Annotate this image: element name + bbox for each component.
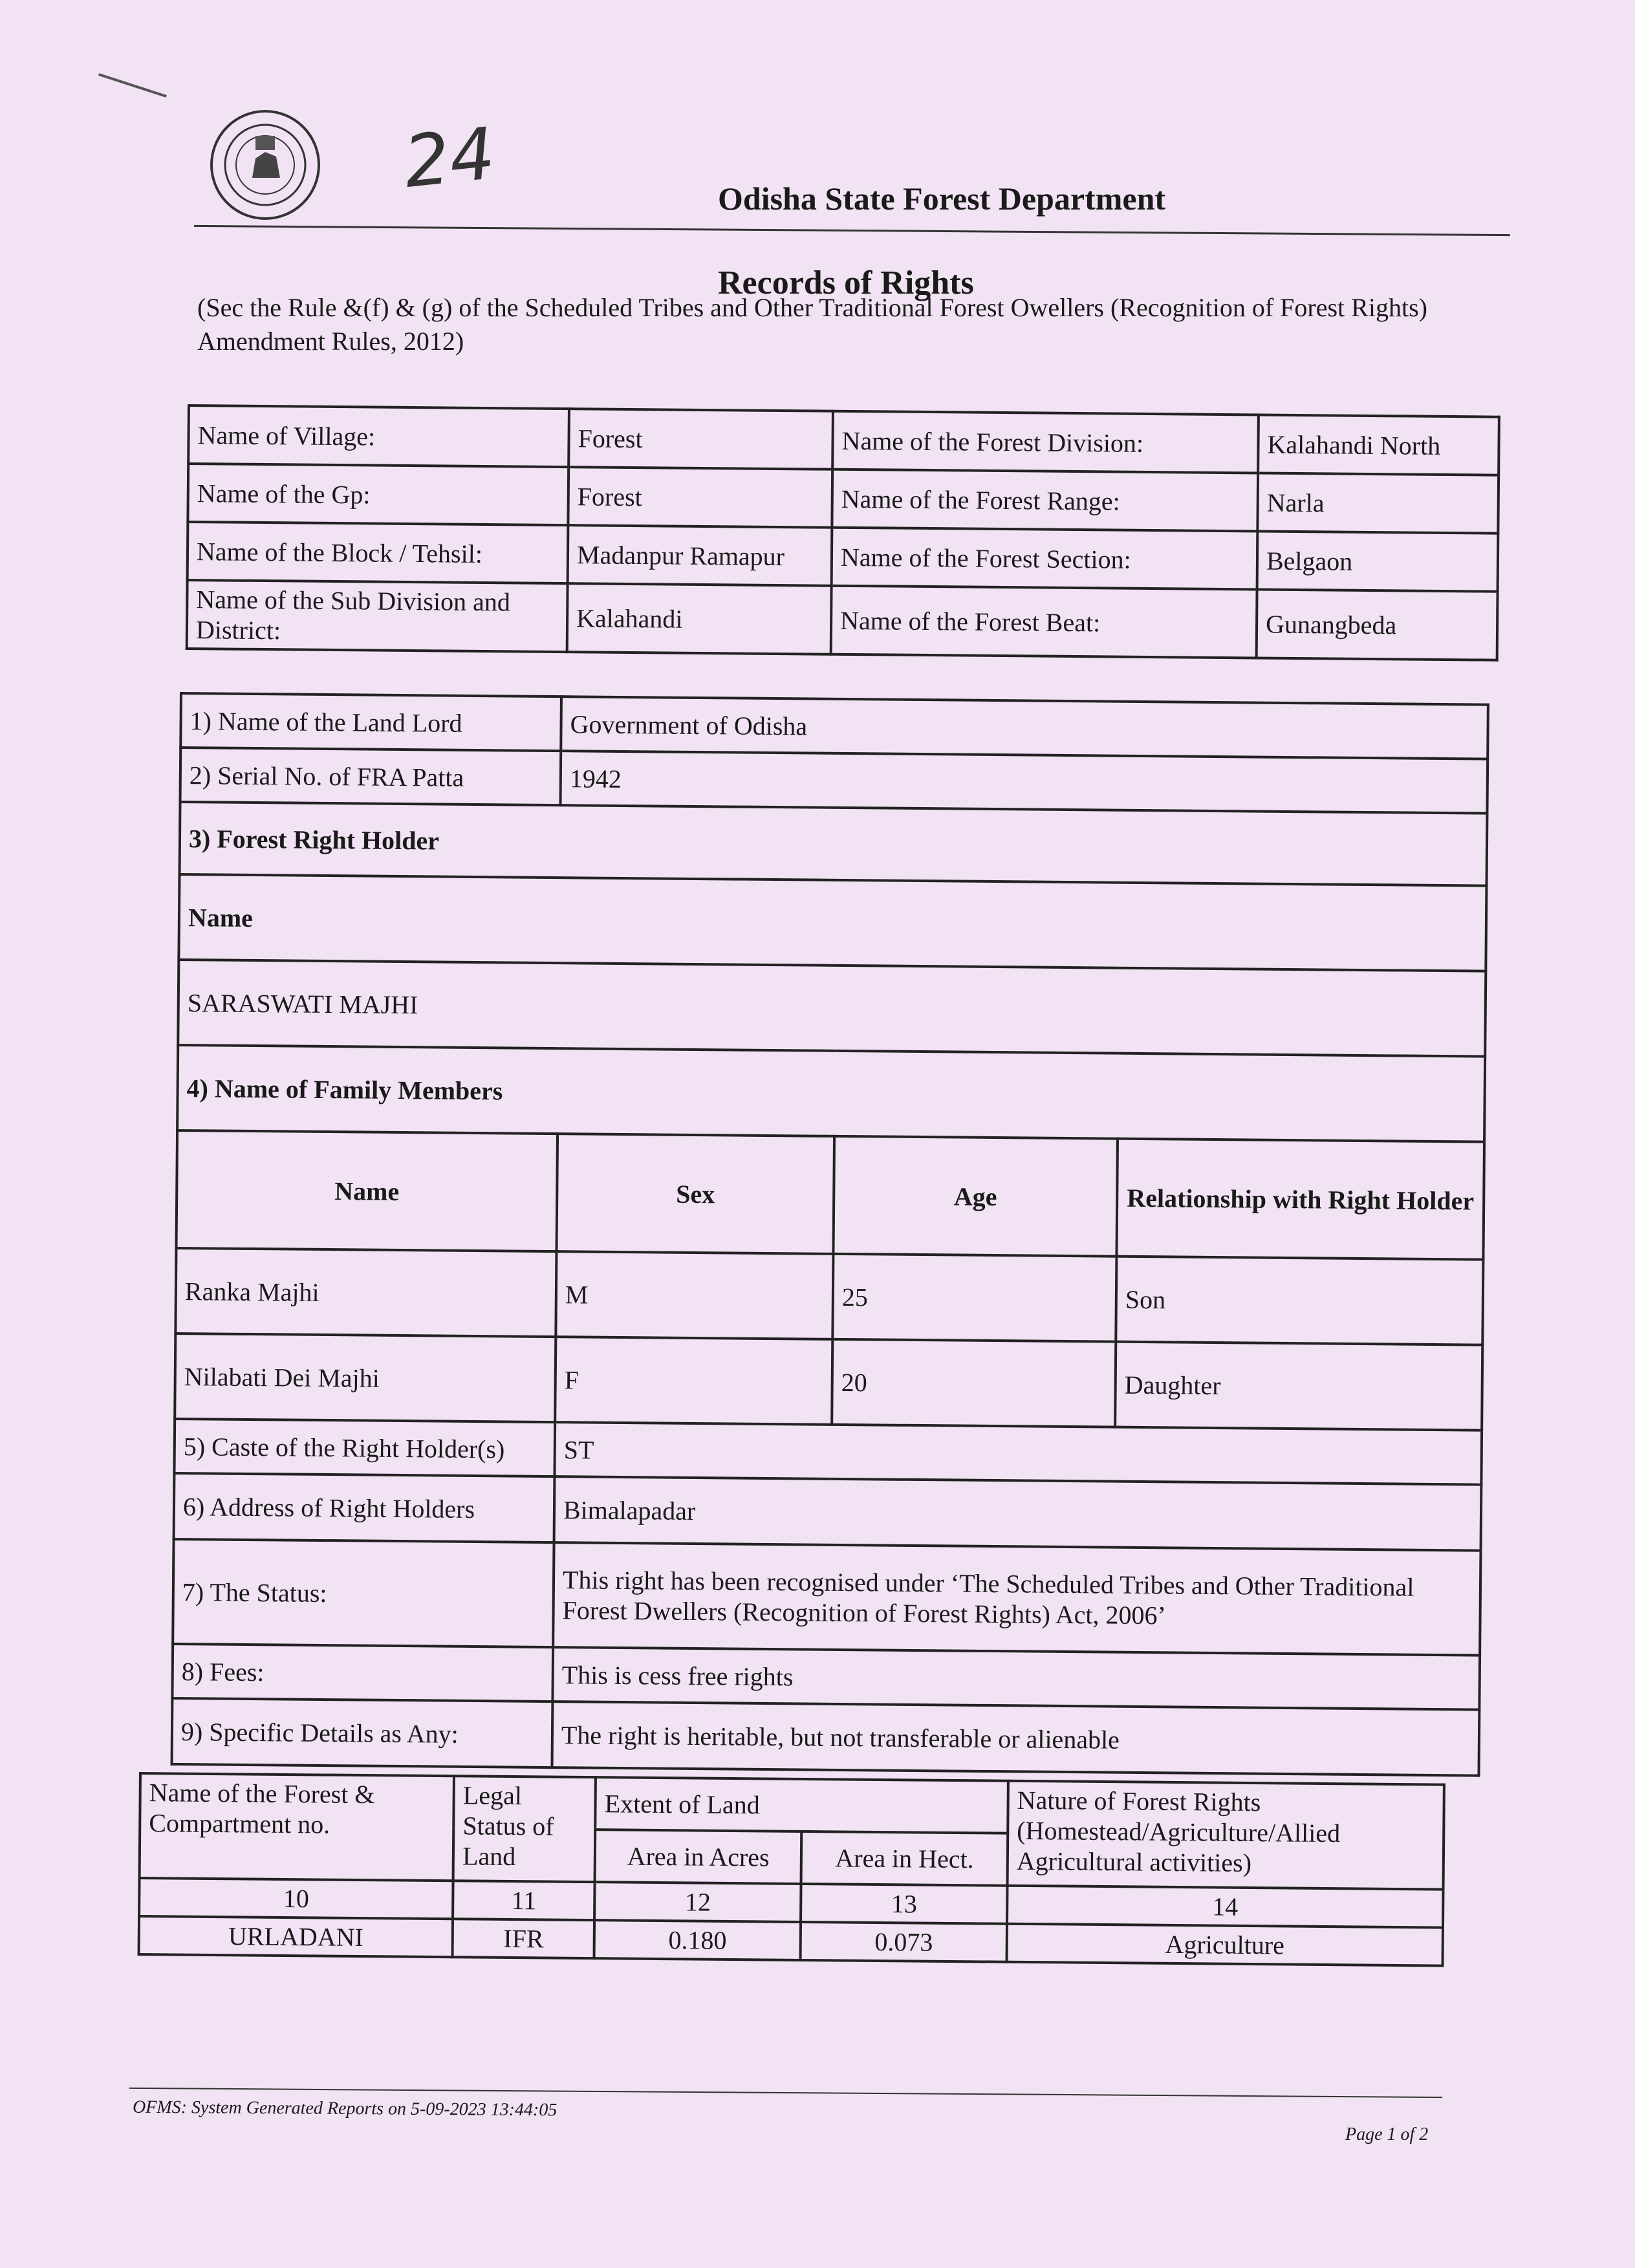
family-sex: F [555, 1337, 832, 1425]
pen-mark [98, 73, 167, 98]
caste-value: ST [554, 1422, 1482, 1485]
land-lord-label: 1) Name of the Land Lord [180, 693, 561, 751]
col-hect: Area in Hect. [801, 1831, 1008, 1886]
rights-table [171, 692, 1489, 1777]
specific-value: The right is heritable, but not transferable or alienable [552, 1701, 1480, 1776]
land-lord-value: Government of Odisha [561, 697, 1488, 759]
col-acres: Area in Acres [595, 1830, 802, 1884]
family-col-name: Name [176, 1130, 558, 1251]
family-sex: M [556, 1251, 833, 1339]
department-name: Odisha State Forest Department [718, 180, 1166, 217]
handwritten-number: 24 [400, 112, 499, 204]
odisha-emblem-icon [210, 110, 320, 220]
header-divider [194, 225, 1510, 236]
generated-note: OFMS: System Generated Reports on 5-09-2023 13:44:05 [132, 2097, 558, 2121]
village-value: Forest [568, 409, 833, 470]
location-table [186, 404, 1500, 662]
status-value [553, 1542, 1480, 1655]
subdiv-label: Name of the Sub Division and District: [187, 580, 568, 652]
serial-value: 1942 [560, 751, 1488, 814]
land-table [138, 1772, 1446, 1967]
family-col-sex: Sex [556, 1134, 834, 1254]
acres-value: 0.180 [594, 1920, 801, 1960]
family-col-age: Age [833, 1136, 1118, 1257]
family-name: Ranka Majhi [175, 1248, 556, 1337]
family-heading: 4) Name of Family Members [177, 1045, 1485, 1142]
footer-divider [129, 2088, 1442, 2098]
status-label: 7) The Status: [173, 1539, 554, 1647]
family-age: 25 [832, 1254, 1116, 1342]
holder-heading: 3) Forest Right Holder [180, 802, 1488, 886]
gp-label: Name of the Gp: [188, 464, 568, 525]
beat-value: Gunangbeda [1257, 589, 1498, 660]
range-label: Name of the Forest Range: [832, 470, 1258, 532]
status-line-2: Forest Dwellers (Recognition of Forest Rights) Act, 2006’ [562, 1595, 1167, 1630]
fees-value: This is cess free rights [552, 1647, 1480, 1710]
subdiv-value: Kalahandi [567, 583, 832, 654]
gp-value: Forest [568, 467, 832, 528]
col-extent: Extent of Land [596, 1777, 1008, 1833]
col-nature: Nature of Forest Rights (Homestead/Agriculture/Allied Agricultural activities) [1008, 1781, 1444, 1890]
caste-label: 5) Caste of the Right Holder(s) [174, 1419, 555, 1476]
serial-label: 2) Serial No. of FRA Patta [180, 748, 561, 805]
hect-value: 0.073 [801, 1922, 1007, 1962]
village-label: Name of Village: [188, 405, 569, 467]
num-nature: 14 [1007, 1886, 1443, 1928]
family-name: Nilabati Dei Majhi [175, 1334, 556, 1422]
page-subtitle: (Sec the Rule &(f) & (g) of the Scheduled Tribes and Other Traditional Forest Owellers (Recognition of Forest Rights) Amendment Rules, 2012) [197, 293, 1427, 356]
beat-label: Name of the Forest Beat: [831, 586, 1257, 658]
num-forest: 10 [139, 1878, 453, 1919]
legal-value: IFR [453, 1919, 595, 1958]
holder-name: SARASWATI MAJHI [178, 960, 1486, 1057]
status-line-1: This right has been recognised under ‘The Scheduled Tribes and Other Traditional [562, 1565, 1414, 1602]
nature-value: Agriculture [1006, 1924, 1442, 1966]
division-label: Name of the Forest Division: [832, 411, 1259, 473]
block-label: Name of the Block / Tehsil: [188, 522, 568, 583]
family-age: 20 [832, 1339, 1116, 1427]
num-legal: 11 [453, 1881, 595, 1920]
family-col-relation: Relationship with Right Holder [1116, 1139, 1484, 1260]
section-label: Name of the Forest Section: [832, 528, 1258, 590]
address-value: Bimalapadar [554, 1476, 1482, 1551]
address-label: 6) Address of Right Holders [174, 1473, 555, 1542]
family-relation: Daughter [1115, 1342, 1482, 1431]
block-value: Madanpur Ramapur [568, 525, 832, 586]
page-title: Records of Rights [718, 265, 974, 301]
num-acres: 12 [594, 1882, 801, 1922]
fees-label: 8) Fees: [172, 1644, 553, 1701]
family-relation: Son [1116, 1257, 1483, 1345]
section-value: Belgaon [1257, 531, 1499, 591]
num-hect: 13 [801, 1884, 1007, 1924]
division-value: Kalahandi North [1258, 415, 1499, 475]
specific-label: 9) Specific Details as Any: [172, 1698, 553, 1767]
col-forest: Name of the Forest & Compartment no. [140, 1773, 455, 1881]
col-legal: Legal Status of Land [453, 1776, 596, 1882]
forest-value: URLADANI [139, 1916, 453, 1957]
range-value: Narla [1257, 473, 1499, 533]
name-heading: Name [179, 874, 1486, 971]
page-number: Page 1 of 2 [1345, 2124, 1429, 2144]
